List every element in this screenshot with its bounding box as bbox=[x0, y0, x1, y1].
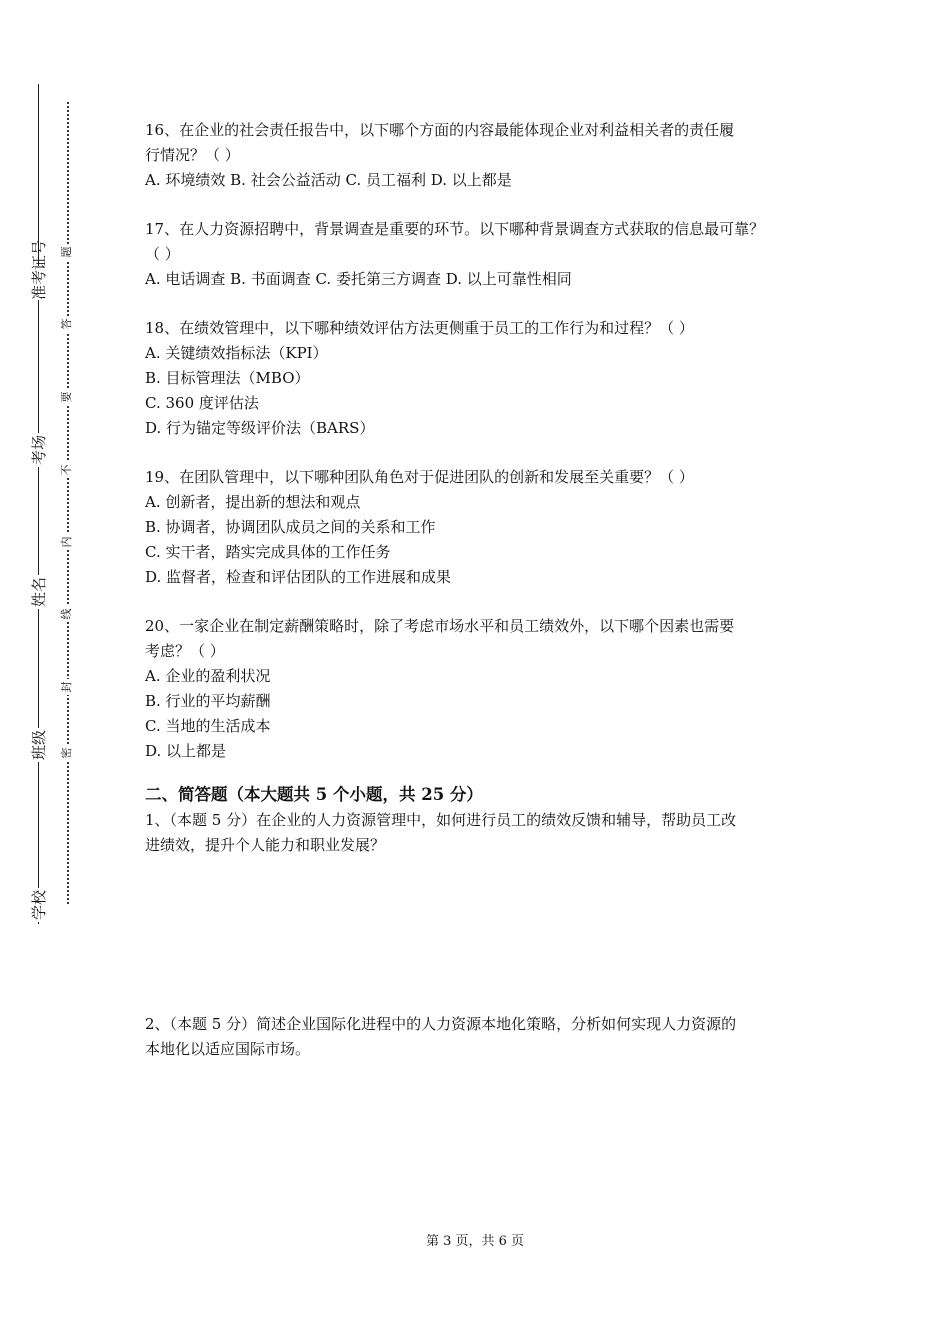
option-c: C. 实干者，踏实完成具体的工作任务 bbox=[145, 543, 391, 561]
question-text: 考虑？（ ） bbox=[145, 642, 225, 660]
binding-solid-line bbox=[38, 84, 39, 924]
option-d: D. 以上都是 bbox=[145, 742, 227, 760]
seal-char: 内 bbox=[59, 534, 75, 550]
option-a: A. 关键绩效指标法（KPI） bbox=[145, 344, 328, 362]
question-text: 20、一家企业在制定薪酬策略时，除了考虑市场水平和员工绩效外，以下哪个因素也需要 bbox=[145, 617, 735, 635]
option-a: A. 企业的盈利状况 bbox=[145, 667, 271, 685]
label-name: 姓名 bbox=[22, 575, 56, 609]
question-18 bbox=[145, 316, 825, 441]
option-b: B. 协调者，协调团队成员之间的关系和工作 bbox=[145, 518, 436, 536]
exam-content bbox=[145, 118, 825, 1062]
label-school: 学校 bbox=[22, 888, 56, 922]
binding-dotted-line bbox=[67, 102, 69, 904]
question-17 bbox=[145, 217, 825, 292]
seal-char: 要 bbox=[59, 389, 75, 405]
option-b: B. 目标管理法（MBO） bbox=[145, 369, 310, 387]
answer-space bbox=[145, 858, 825, 1012]
question-text: 行情况？（ ） bbox=[145, 146, 240, 164]
seal-char: 答 bbox=[59, 316, 75, 332]
seal-char: 不 bbox=[59, 462, 75, 478]
question-16 bbox=[145, 118, 825, 193]
question-options: A. 电话调查 B. 书面调查 C. 委托第三方调查 D. 以上可靠性相同 bbox=[145, 270, 572, 288]
label-class: 班级 bbox=[22, 728, 56, 762]
short-answer-text: 本地化以适应国际市场。 bbox=[145, 1040, 311, 1058]
label-exam-room: 考场 bbox=[22, 433, 56, 467]
page-footer: 第 3 页，共 6 页 bbox=[425, 1234, 525, 1249]
short-answer-1 bbox=[145, 808, 825, 858]
question-text: 18、在绩效管理中，以下哪种绩效评估方法更侧重于员工的工作行为和过程？（ ） bbox=[145, 319, 694, 337]
option-d: D. 行为锚定等级评价法（BARS） bbox=[145, 419, 375, 437]
question-19 bbox=[145, 465, 825, 590]
option-b: B. 行业的平均薪酬 bbox=[145, 692, 271, 710]
option-a: A. 创新者，提出新的想法和观点 bbox=[145, 493, 361, 511]
section-title: 二、简答题（本大题共 5 个小题，共 25 分） bbox=[145, 785, 483, 804]
seal-char: 密 bbox=[59, 745, 75, 761]
option-c: C. 当地的生活成本 bbox=[145, 717, 271, 735]
question-text: 19、在团队管理中，以下哪种团队角色对于促进团队的创新和发展至关重要？（ ） bbox=[145, 468, 694, 486]
seal-char: 题 bbox=[59, 244, 75, 260]
label-exam-id: 准考证号 bbox=[22, 266, 56, 300]
short-answer-2 bbox=[145, 1012, 825, 1062]
question-text: 17、在人力资源招聘中，背景调查是重要的环节。以下哪种背景调查方式获取的信息最可靠？ bbox=[145, 220, 765, 238]
seal-char: 封 bbox=[59, 679, 75, 695]
short-answer-text: 2、（本题 5 分）简述企业国际化进程中的人力资源本地化策略，分析如何实现人力资源的 bbox=[145, 1015, 737, 1033]
option-c: C. 360 度评估法 bbox=[145, 394, 259, 412]
question-text: 16、在企业的社会责任报告中，以下哪个方面的内容最能体现企业对利益相关者的责任履 bbox=[145, 121, 735, 139]
short-answer-text: 进绩效，提升个人能力和职业发展？ bbox=[145, 836, 386, 854]
option-d: D. 监督者，检查和评估团队的工作进展和成果 bbox=[145, 568, 452, 586]
short-answer-text: 1、（本题 5 分）在企业的人力资源管理中，如何进行员工的绩效反馈和辅导，帮助员工改 bbox=[145, 811, 737, 829]
binding-margin bbox=[0, 0, 110, 1344]
seal-char: 线 bbox=[59, 606, 75, 622]
question-options: A. 环境绩效 B. 社会公益活动 C. 员工福利 D. 以上都是 bbox=[145, 171, 512, 189]
question-text: （ ） bbox=[145, 245, 180, 263]
question-20 bbox=[145, 614, 825, 764]
